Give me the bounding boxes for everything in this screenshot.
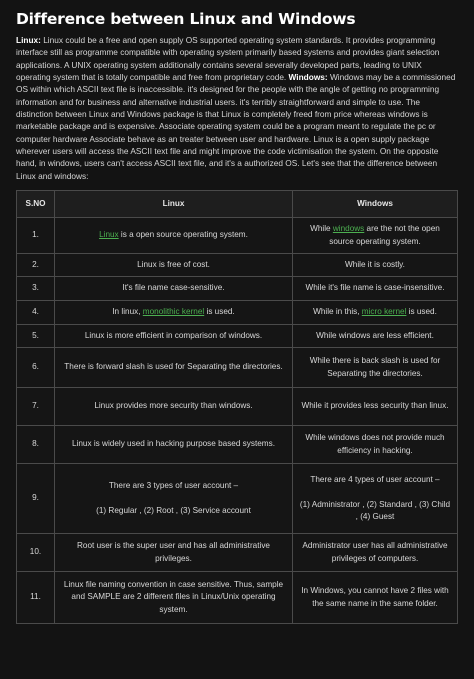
page-title: Difference between Linux and Windows	[16, 10, 356, 28]
cell-sno: 9.	[17, 464, 55, 534]
intro-paragraph	[16, 34, 458, 182]
table-row	[17, 301, 458, 325]
cell-linux: There are 3 types of user account – (1) Regular , (2) Root , (3) Service account	[55, 464, 293, 534]
cell-linux: Linux provides more security than windows.	[55, 388, 293, 426]
cell-windows: While there is back slash is used for Separating the directories.	[293, 348, 458, 388]
cell-linux: It's file name case-sensitive.	[55, 277, 293, 301]
cell-sno: 3.	[17, 277, 55, 301]
cell-linux: There is forward slash is used for Separating the directories.	[55, 348, 293, 388]
cell-linux: Root user is the super user and has all administrative privileges.	[55, 534, 293, 572]
cell-windows: While it provides less security than linux.	[293, 388, 458, 426]
cell-windows: In Windows, you cannot have 2 files with the same name in the same folder.	[293, 572, 458, 624]
table-header-row	[17, 191, 458, 218]
comparison-table	[16, 190, 458, 624]
windows-description: Windows may be a commissioned OS within which ASCII text file is inaccessible. it's designed for the people with the angle of getting no programming information and for business and alternative industrial users. it's terribly straightforward and simple to use. The distinction between Linux and Windows package is that Linux is completely freed from price whereas windows is marketable package and is expensive. Associate operating system could be a program meant to regulate the pc or computer hardware Associate behave as an treater between user and hardware. Linux is a open supply package wherever users will access the ASCII text file and might improve the code victimisation the system. On the opposite hand, in windows, users can't access ASCII text file, and it's a authorized OS. Let's see that the difference between Linux and windows:	[16, 72, 456, 181]
table-row	[17, 464, 458, 534]
cell-sno: 10.	[17, 534, 55, 572]
cell-text: is used.	[406, 307, 437, 317]
cell-sno: 4.	[17, 301, 55, 325]
cell-sno: 7.	[17, 388, 55, 426]
cell-linux	[55, 301, 293, 325]
cell-windows: While it's file name is case-insensitive.	[293, 277, 458, 301]
linux-description: Linux could be a free and open supply OS supported operating system standards. It provides programming interface still as programme compatible with operating system primarily based systems and provides giant selection applications. A UNIX operating system additionally contains several severally developed parts, leading to UNIX operating system that is totally compatible and free from proprietary code.	[16, 35, 440, 83]
linux-link[interactable]: Linux	[99, 230, 119, 240]
cell-linux: Linux is widely used in hacking purpose based systems.	[55, 426, 293, 464]
micro-kernel-link[interactable]: micro kernel	[361, 307, 407, 317]
cell-linux: Linux file naming convention in case sensitive. Thus, sample and SAMPLE are 2 different files in Linux/Unix operating system.	[55, 572, 293, 624]
cell-linux	[55, 218, 293, 254]
cell-text: While	[310, 224, 333, 234]
table-row	[17, 572, 458, 624]
cell-sno: 1.	[17, 218, 55, 254]
cell-windows	[293, 218, 458, 254]
cell-windows: While it is costly.	[293, 254, 458, 277]
cell-sno: 6.	[17, 348, 55, 388]
header-linux: Linux	[55, 191, 293, 218]
cell-text: is used.	[204, 307, 235, 317]
table-row	[17, 534, 458, 572]
header-sno: S.NO	[17, 191, 55, 218]
cell-windows	[293, 301, 458, 325]
cell-text: are the not the open source operating system.	[329, 224, 440, 246]
cell-windows: There are 4 types of user account – (1) Administrator , (2) Standard , (3) Child , (4) Guest	[293, 464, 458, 534]
windows-link[interactable]: windows	[332, 224, 365, 234]
monolithic-kernel-link[interactable]: monolithic kernel	[142, 307, 205, 317]
cell-sno: 11.	[17, 572, 55, 624]
table-row	[17, 254, 458, 277]
windows-label: Windows:	[288, 72, 328, 83]
table-row	[17, 426, 458, 464]
cell-linux: Linux is free of cost.	[55, 254, 293, 277]
cell-sno: 2.	[17, 254, 55, 277]
cell-sno: 8.	[17, 426, 55, 464]
table-row	[17, 325, 458, 348]
table-row	[17, 388, 458, 426]
table-row	[17, 277, 458, 301]
table-row	[17, 348, 458, 388]
header-windows: Windows	[293, 191, 458, 218]
cell-windows: While windows does not provide much efficiency in hacking.	[293, 426, 458, 464]
cell-text: While in this,	[313, 307, 362, 317]
cell-windows: Administrator user has all administrative privileges of computers.	[293, 534, 458, 572]
cell-windows: While windows are less efficient.	[293, 325, 458, 348]
table-row	[17, 218, 458, 254]
linux-label: Linux:	[16, 35, 41, 45]
cell-linux: Linux is more efficient in comparison of windows.	[55, 325, 293, 348]
cell-sno: 5.	[17, 325, 55, 348]
cell-text: In linux,	[112, 307, 143, 317]
cell-text: is a open source operating system.	[118, 230, 248, 240]
